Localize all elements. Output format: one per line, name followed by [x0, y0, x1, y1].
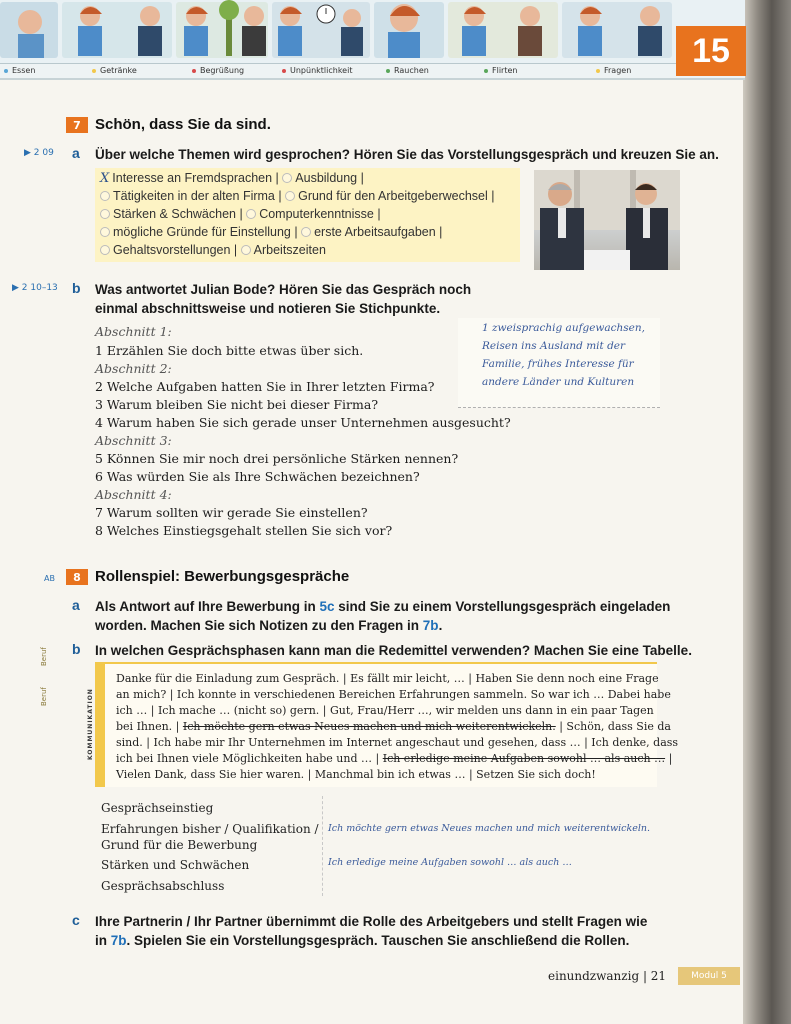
table-row-label: Gesprächseinstieg — [101, 801, 214, 815]
topic-line: Gehaltsvorstellungen | Arbeitszeiten — [100, 243, 326, 257]
table-row-label: Gesprächsabschluss — [101, 879, 225, 893]
interview-photo — [534, 170, 680, 270]
handwritten-note-line: 1 zweisprachig aufgewachsen, — [482, 322, 645, 334]
task-instruction: Was antwortet Julian Bode? Hören Sie das Gespräch noch einmal abschnittsweise und notieren Sie Stichpunkte. — [95, 282, 472, 316]
redemittel-line: ich bei Ihnen viele Möglichkeiten habe und … | Ich erledige meine Aufgaben sowohl … als auch … | — [116, 752, 673, 765]
nav-item[interactable]: Flirten — [484, 66, 517, 75]
task-letter: a — [72, 597, 80, 613]
exercise-title: Rollenspiel: Bewerbungsgespräche — [95, 568, 350, 585]
exercise-number-badge: 8 — [66, 569, 88, 585]
unit-number-badge: 15 — [676, 26, 746, 76]
unit-topic-nav — [0, 64, 745, 80]
nav-item[interactable]: Begrüßung — [192, 66, 244, 75]
handwritten-note-line: Reisen ins Ausland mit der — [482, 340, 626, 352]
question: 5 Können Sie mir noch drei persönliche Stärken nennen? — [95, 451, 459, 466]
topic-line: Stärken & Schwächen | Computerkenntnisse | — [100, 207, 381, 221]
checkbox[interactable] — [282, 173, 292, 183]
question: 4 Warum haben Sie sich gerade unser Unternehmen ausgesucht? — [95, 415, 511, 430]
nav-item[interactable]: Unpünktlichkeit — [282, 66, 352, 75]
section-label: Abschnitt 1: — [95, 324, 172, 339]
cross-reference-link[interactable]: 7b — [110, 933, 127, 948]
redemittel-line: Vielen Dank, dass Sie hier waren. | Manchmal bin ich etwas … | Setzen Sie sich doch! — [116, 768, 596, 781]
task-instruction: In welchen Gesprächsphasen kann man die Redemittel verwenden? Machen Sie eine Tabelle. — [95, 643, 692, 658]
module-tab: Modul 5 — [678, 967, 740, 985]
nav-item[interactable]: Fragen — [596, 66, 631, 75]
interview-photo-figures — [534, 170, 680, 270]
exercise-number-badge: 7 — [66, 117, 88, 133]
question: 6 Was würden Sie als Ihre Schwächen bezeichnen? — [95, 469, 420, 484]
table-divider — [322, 796, 323, 896]
question: 2 Welche Aufgaben hatten Sie in Ihrer letzten Firma? — [95, 379, 435, 394]
redemittel-line: sind. | Ich habe mir Ihr Unternehmen im Internet angeschaut und gesehen, dass … | Ich denke, dass — [116, 736, 679, 749]
cross-reference-link[interactable]: 5c — [319, 599, 335, 614]
nav-item[interactable]: Essen — [4, 66, 35, 75]
checkbox[interactable] — [241, 245, 251, 255]
audio-track-label[interactable]: ▶ 2 09 — [24, 148, 54, 158]
nav-item[interactable]: Rauchen — [386, 66, 429, 75]
exercise-title: Schön, dass Sie da sind. — [95, 116, 271, 133]
topic-line: mögliche Gründe für Einstellung | erste Arbeitsaufgaben | — [100, 225, 442, 239]
kommunikation-label: KOMMUNIKATION — [87, 688, 94, 760]
section-label: Abschnitt 4: — [95, 487, 172, 502]
nav-item[interactable]: Getränke — [92, 66, 137, 75]
task-letter: b — [72, 641, 81, 657]
topic-line: Tätigkeiten in der alten Firma | Grund für den Arbeitgeberwechsel | — [100, 189, 495, 203]
topic-line: X Interesse an Fremdsprachen | Ausbildung | — [100, 171, 364, 186]
checkbox[interactable] — [100, 209, 110, 219]
handwritten-note-line: andere Länder und Kulturen — [482, 376, 635, 388]
task-instruction: Ihre Partnerin / Ihr Partner übernimmt die Rolle des Arbeitgebers und stellt Fragen wie in 7b. Spielen Sie ein Vorstellungsgespräch. Tauschen Sie anschließend die Rollen. — [95, 914, 648, 948]
checkbox[interactable] — [246, 209, 256, 219]
kommunikation-strip — [95, 664, 105, 787]
redemittel-line: ich … | Ich mache … (nicht so) gern. | Gut, Frau/Herr …, wir melden uns dann in ein paar Tagen — [116, 704, 654, 717]
banner-figures — [0, 0, 745, 64]
redemittel-line: Danke für die Einladung zum Gespräch. | Es fällt mir leicht, … | Haben Sie denn noch eine Frage — [116, 672, 659, 685]
task-instruction: Über welche Themen wird gesprochen? Hören Sie das Vorstellungsgespräch und kreuzen Sie an. — [95, 147, 719, 162]
question: 7 Warum sollten wir gerade Sie einstellen? — [95, 505, 368, 520]
table-row-label: Stärken und Schwächen — [101, 858, 250, 872]
play-icon: ▶ — [12, 283, 19, 293]
redemittel-line: bei Ihnen. | Ich möchte gern etwas Neues machen und mich weiterentwickeln. | Schön, dass Sie da — [116, 720, 671, 733]
cross-reference-link[interactable]: 7b — [422, 618, 439, 633]
audio-track-label[interactable]: ▶ 2 10–13 — [12, 283, 58, 293]
checkbox[interactable] — [100, 191, 110, 201]
table-row-label: Erfahrungen bisher / Qualifikation / Grund für die Bewerbung — [101, 822, 319, 852]
top-banner-illustrations — [0, 0, 745, 64]
page-binding-edge — [743, 0, 791, 1024]
task-letter: a — [72, 145, 80, 161]
task-instruction: Als Antwort auf Ihre Bewerbung in 5c sind Sie zu einem Vorstellungsgespräch eingeladen worden. Machen Sie sich Notizen zu den Fragen in 7b. — [95, 599, 671, 633]
checkbox[interactable] — [301, 227, 311, 237]
handwritten-table-note: Ich erledige meine Aufgaben sowohl … als auch … — [328, 857, 572, 868]
checkbox[interactable] — [285, 191, 295, 201]
checkbox[interactable] — [100, 227, 110, 237]
play-icon: ▶ — [24, 148, 31, 158]
workbook-reference[interactable]: AB — [44, 574, 55, 583]
handwritten-table-note: Ich möchte gern etwas Neues machen und mich weiterentwickeln. — [328, 823, 651, 834]
page-number-footer: einundzwanzig | 21 — [548, 969, 667, 983]
question: 3 Warum bleiben Sie nicht bei dieser Firma? — [95, 397, 379, 412]
checkbox[interactable] — [100, 245, 110, 255]
question: 1 Erzählen Sie doch bitte etwas über sich. — [95, 343, 364, 358]
question: 8 Welches Einstiegsgehalt stellen Sie sich vor? — [95, 523, 393, 538]
handwritten-note-line: Familie, frühes Interesse für — [482, 358, 634, 370]
task-letter: c — [72, 912, 80, 928]
task-letter: b — [72, 280, 81, 296]
side-tab: Beruf — [40, 687, 48, 706]
check-mark[interactable]: X — [100, 171, 110, 186]
section-label: Abschnitt 2: — [95, 361, 172, 376]
side-tab: Beruf — [40, 647, 48, 666]
redemittel-line: an mich? | Ich konnte in verschiedenen Bereichen Erfahrungen sammeln. So war ich … Dabei habe — [116, 688, 671, 701]
section-label: Abschnitt 3: — [95, 433, 172, 448]
